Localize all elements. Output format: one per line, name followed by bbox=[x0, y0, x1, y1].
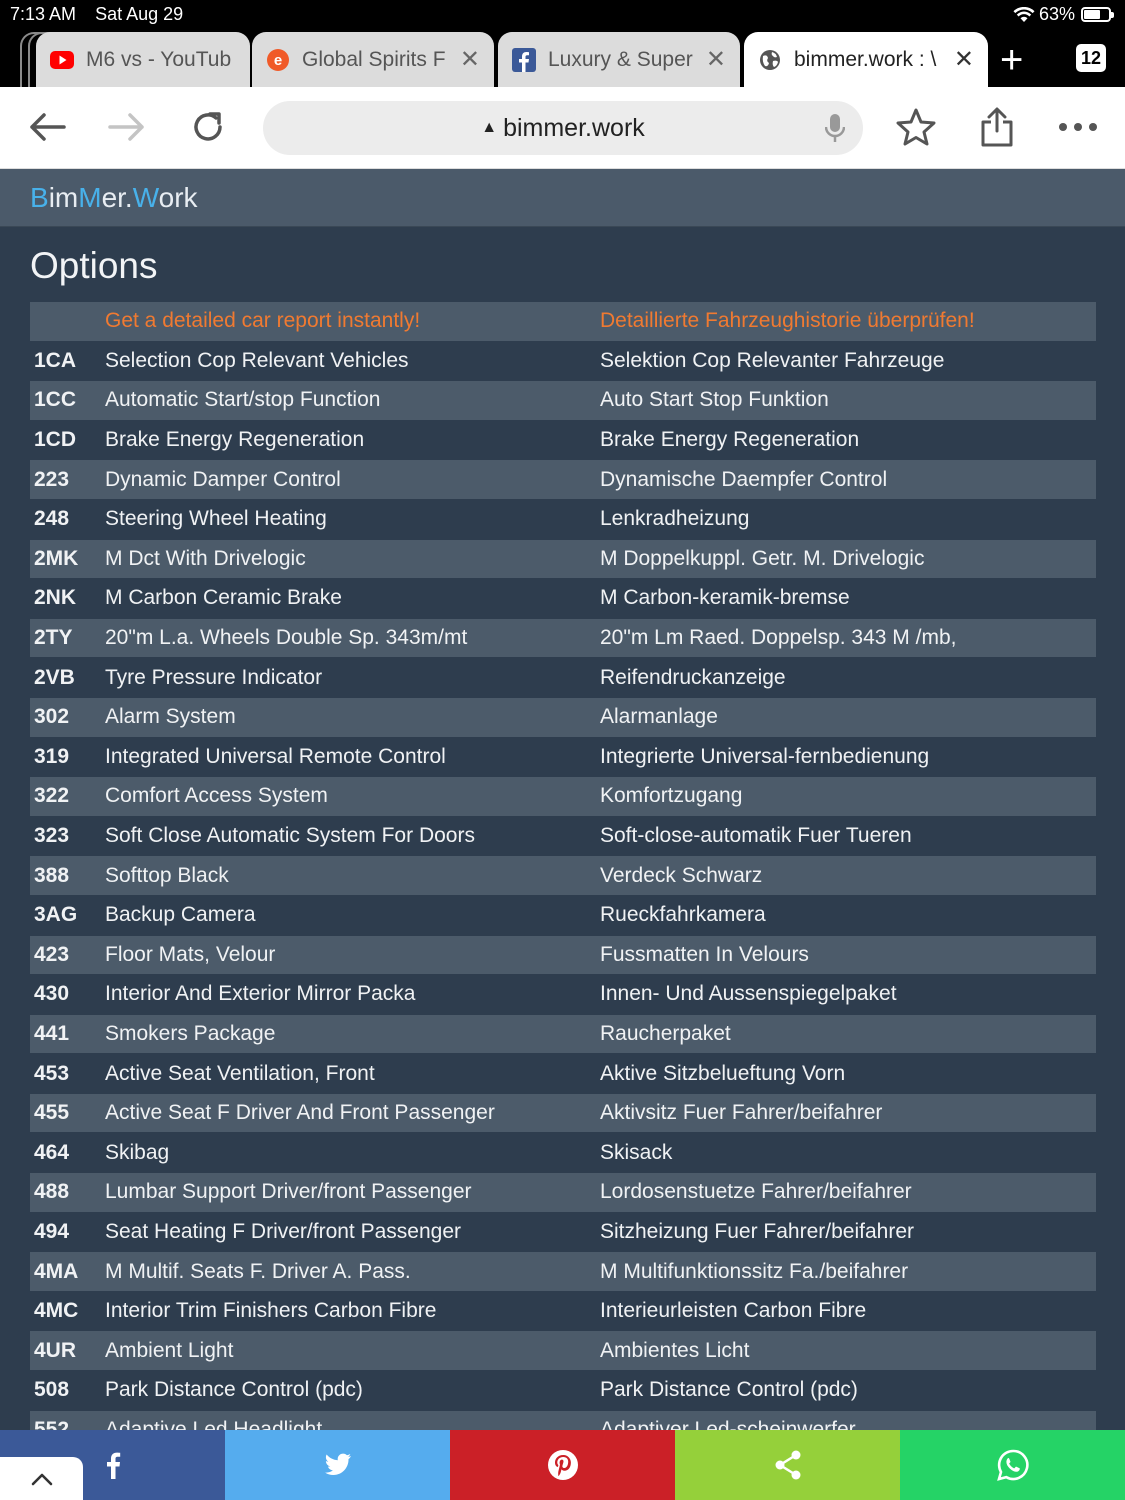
option-code: 223 bbox=[34, 467, 70, 491]
option-name-en: Automatic Start/stop Function bbox=[105, 388, 381, 412]
option-code: 2MK bbox=[34, 546, 79, 570]
reload-button[interactable] bbox=[188, 107, 228, 147]
share-button[interactable] bbox=[977, 107, 1017, 147]
bookmark-button[interactable] bbox=[896, 107, 936, 147]
battery-icon bbox=[1081, 7, 1111, 22]
table-row bbox=[30, 1213, 1096, 1253]
option-code: 494 bbox=[34, 1219, 70, 1243]
option-name-de: Sitzheizung Fuer Fahrer/beifahrer bbox=[600, 1219, 914, 1243]
table-header-row bbox=[30, 302, 1096, 342]
option-name-de: M Doppelkuppl. Getr. M. Drivelogic bbox=[600, 546, 925, 570]
close-tab-icon[interactable]: ✕ bbox=[459, 46, 480, 73]
arrow-left-icon bbox=[28, 112, 66, 142]
close-tab-icon[interactable]: ✕ bbox=[705, 46, 726, 73]
twitter-icon bbox=[324, 1453, 352, 1477]
option-name-de: Verdeck Schwarz bbox=[600, 863, 763, 887]
table-row bbox=[30, 1292, 1096, 1332]
star-icon bbox=[896, 107, 936, 147]
address-bar[interactable] bbox=[263, 101, 863, 155]
option-code: 488 bbox=[34, 1180, 70, 1204]
option-code: 423 bbox=[34, 942, 70, 966]
table-row bbox=[30, 817, 1096, 857]
option-name-en: Active Seat Ventilation, Front bbox=[105, 1061, 375, 1085]
browser-toolbar bbox=[0, 87, 1125, 169]
table-row bbox=[30, 1173, 1096, 1213]
option-name-de: Raucherpaket bbox=[600, 1021, 731, 1045]
option-name-de: Park Distance Control (pdc) bbox=[600, 1378, 858, 1402]
option-name-de: Auto Start Stop Funktion bbox=[600, 388, 829, 412]
option-name-en: Interior And Exterior Mirror Packa bbox=[105, 982, 416, 1006]
option-code: 3AG bbox=[34, 903, 78, 927]
option-code: 430 bbox=[34, 982, 70, 1006]
option-code: 388 bbox=[34, 863, 70, 887]
table-row bbox=[30, 1015, 1096, 1055]
option-name-en: Selection Cop Relevant Vehicles bbox=[105, 348, 409, 372]
option-name-en: Floor Mats, Velour bbox=[105, 942, 276, 966]
option-code: 1CC bbox=[34, 388, 77, 412]
option-name-de: Ambientes Licht bbox=[600, 1338, 750, 1362]
global-spirits-icon bbox=[266, 48, 290, 72]
new-tab-button[interactable]: + bbox=[1000, 38, 1024, 82]
table-row bbox=[30, 1054, 1096, 1094]
table-row bbox=[30, 1133, 1096, 1173]
tab-bimmer-work[interactable] bbox=[744, 32, 988, 87]
option-name-de: Innen- Und Aussenspiegelpaket bbox=[600, 982, 897, 1006]
status-date: Sat Aug 29 bbox=[95, 4, 184, 24]
status-time: 7:13 AM bbox=[10, 4, 77, 24]
microphone-icon[interactable] bbox=[825, 113, 845, 150]
more-icon bbox=[1058, 122, 1098, 132]
option-name-de: Interieurleisten Carbon Fibre bbox=[600, 1299, 867, 1323]
wifi-icon bbox=[1013, 7, 1035, 23]
table-row bbox=[30, 421, 1096, 461]
table-row bbox=[30, 975, 1096, 1015]
option-code: 455 bbox=[34, 1101, 70, 1125]
table-row bbox=[30, 1252, 1096, 1292]
option-name-en: Lumbar Support Driver/front Passenger bbox=[105, 1180, 472, 1204]
facebook-icon bbox=[105, 1451, 121, 1479]
option-name-de: M Multifunktionssitz Fa./beifahrer bbox=[600, 1259, 909, 1283]
option-name-de: Fussmatten In Velours bbox=[600, 942, 809, 966]
battery-percent: 63% bbox=[1038, 4, 1075, 24]
svg-text:e: e bbox=[273, 51, 283, 69]
table-row bbox=[30, 540, 1096, 580]
option-name-en: Interior Trim Finishers Carbon Fibre bbox=[105, 1299, 437, 1323]
option-code: 302 bbox=[34, 705, 70, 729]
table-row bbox=[30, 619, 1096, 659]
forward-button[interactable] bbox=[107, 107, 147, 147]
table-row bbox=[30, 738, 1096, 778]
back-button[interactable] bbox=[27, 107, 67, 147]
youtube-icon bbox=[50, 48, 74, 72]
share-nodes-icon bbox=[774, 1450, 802, 1480]
option-name-de: Lordosenstuetze Fahrer/beifahrer bbox=[600, 1180, 912, 1204]
option-code: 2VB bbox=[34, 665, 75, 689]
tab-title: M6 vs - YouTub bbox=[86, 47, 232, 71]
option-name-en: Smokers Package bbox=[105, 1021, 276, 1045]
table-row bbox=[30, 460, 1096, 500]
table-row bbox=[30, 856, 1096, 896]
option-name-en: Backup Camera bbox=[105, 903, 256, 927]
option-code: 464 bbox=[34, 1140, 70, 1164]
sharethis-share-button[interactable] bbox=[675, 1430, 900, 1500]
tab-facebook[interactable] bbox=[498, 32, 740, 87]
twitter-share-button[interactable] bbox=[225, 1430, 450, 1500]
option-name-en: Soft Close Automatic System For Doors bbox=[105, 824, 475, 848]
option-name-de: Lenkradheizung bbox=[600, 507, 750, 531]
option-code: 323 bbox=[34, 824, 70, 848]
site-logo[interactable]: BimMer.Work bbox=[30, 182, 198, 213]
warning-icon: ▲ bbox=[481, 119, 498, 136]
option-name-de: Komfortzugang bbox=[600, 784, 743, 808]
option-code: 2NK bbox=[34, 586, 77, 610]
option-name-en: Dynamic Damper Control bbox=[105, 467, 341, 491]
table-row bbox=[30, 500, 1096, 540]
option-name-en: M Multif. Seats F. Driver A. Pass. bbox=[105, 1259, 411, 1283]
share-icon bbox=[979, 107, 1015, 147]
close-tab-icon[interactable]: ✕ bbox=[953, 46, 974, 73]
tab-title: Luxury & Super bbox=[548, 47, 693, 71]
table-row bbox=[30, 698, 1096, 738]
option-name-en: Ambient Light bbox=[105, 1338, 234, 1362]
option-name-en: M Dct With Drivelogic bbox=[105, 546, 306, 570]
option-code: 319 bbox=[34, 744, 70, 768]
table-row bbox=[30, 1094, 1096, 1134]
option-name-en: Brake Energy Regeneration bbox=[105, 428, 365, 452]
table-row bbox=[30, 896, 1096, 936]
option-code: 1CD bbox=[34, 428, 77, 452]
back-to-top-button[interactable] bbox=[0, 1457, 83, 1500]
option-name-de: Soft-close-automatik Fuer Tueren bbox=[600, 824, 912, 848]
option-name-de: 20"m Lm Raed. Doppelsp. 343 M /mb, bbox=[600, 626, 957, 650]
option-name-en: Softtop Black bbox=[105, 863, 229, 887]
tab-global-spirits[interactable] bbox=[252, 32, 494, 87]
option-name-en: Integrated Universal Remote Control bbox=[105, 744, 446, 768]
option-name-de: Aktivsitz Fuer Fahrer/beifahrer bbox=[600, 1101, 883, 1125]
option-code: 453 bbox=[34, 1061, 70, 1085]
options-table bbox=[30, 302, 1096, 1450]
option-code: 248 bbox=[34, 507, 70, 531]
reload-icon bbox=[190, 109, 226, 145]
option-code: 4MA bbox=[34, 1259, 79, 1283]
option-name-en: Seat Heating F Driver/front Passenger bbox=[105, 1219, 461, 1243]
url-text: bimmer.work bbox=[503, 113, 645, 142]
option-name-de: Skisack bbox=[600, 1140, 673, 1164]
arrow-right-icon bbox=[108, 112, 146, 142]
page-title: Options bbox=[30, 245, 158, 286]
option-name-de: Alarmanlage bbox=[600, 705, 718, 729]
option-code: 4UR bbox=[34, 1338, 77, 1362]
tab-count-button[interactable]: 12 bbox=[1076, 44, 1106, 72]
whatsapp-icon bbox=[997, 1449, 1029, 1481]
option-name-en: Steering Wheel Heating bbox=[105, 507, 327, 531]
table-row bbox=[30, 1331, 1096, 1371]
option-code: 2TY bbox=[34, 626, 73, 650]
report-link-en[interactable]: Get a detailed car report instantly! bbox=[105, 309, 421, 333]
option-code: 4MC bbox=[34, 1299, 79, 1323]
option-code: 1CA bbox=[34, 348, 77, 372]
whatsapp-share-button[interactable] bbox=[900, 1430, 1125, 1500]
table-row bbox=[30, 579, 1096, 619]
option-name-de: Rueckfahrkamera bbox=[600, 903, 766, 927]
option-name-en: 20"m L.a. Wheels Double Sp. 343m/mt bbox=[105, 626, 468, 650]
option-name-en: Park Distance Control (pdc) bbox=[105, 1378, 363, 1402]
table-row bbox=[30, 936, 1096, 976]
table-row bbox=[30, 658, 1096, 698]
pinterest-icon bbox=[547, 1449, 579, 1481]
tab-title: Global Spirits F bbox=[302, 47, 446, 71]
facebook-icon bbox=[512, 48, 536, 72]
globe-icon bbox=[758, 48, 782, 72]
option-name-en: Skibag bbox=[105, 1140, 170, 1164]
option-name-en: Tyre Pressure Indicator bbox=[105, 665, 323, 689]
option-name-de: Brake Energy Regeneration bbox=[600, 428, 860, 452]
option-name-de: M Carbon-keramik-bremse bbox=[600, 586, 850, 610]
report-link-de[interactable]: Detaillierte Fahrzeughistorie überprüfen! bbox=[600, 309, 975, 333]
more-button[interactable] bbox=[1058, 107, 1098, 147]
pinterest-share-button[interactable] bbox=[450, 1430, 675, 1500]
option-name-en: Active Seat F Driver And Front Passenger bbox=[105, 1101, 495, 1125]
option-name-en: Comfort Access System bbox=[105, 784, 328, 808]
tab-strip bbox=[0, 30, 1125, 87]
table-row bbox=[30, 342, 1096, 382]
table-row bbox=[30, 381, 1096, 421]
option-name-de: Dynamische Daempfer Control bbox=[600, 467, 888, 491]
option-name-de: Integrierte Universal-fernbedienung bbox=[600, 744, 930, 768]
option-name-de: Aktive Sitzbelueftung Vorn bbox=[600, 1061, 846, 1085]
table-row bbox=[30, 1371, 1096, 1411]
site-header bbox=[0, 169, 1125, 227]
share-bar bbox=[0, 1430, 1125, 1500]
option-code: 441 bbox=[34, 1021, 70, 1045]
status-bar bbox=[0, 0, 1125, 30]
tab-title: bimmer.work : \ bbox=[794, 47, 937, 71]
option-name-de: Reifendruckanzeige bbox=[600, 665, 786, 689]
option-code: 508 bbox=[34, 1378, 70, 1402]
option-name-de: Selektion Cop Relevanter Fahrzeuge bbox=[600, 348, 945, 372]
table-row bbox=[30, 777, 1096, 817]
option-code: 322 bbox=[34, 784, 70, 808]
tab-youtube[interactable] bbox=[36, 32, 250, 87]
option-name-en: M Carbon Ceramic Brake bbox=[105, 586, 342, 610]
chevron-up-icon bbox=[31, 1472, 53, 1486]
option-name-en: Alarm System bbox=[105, 705, 236, 729]
